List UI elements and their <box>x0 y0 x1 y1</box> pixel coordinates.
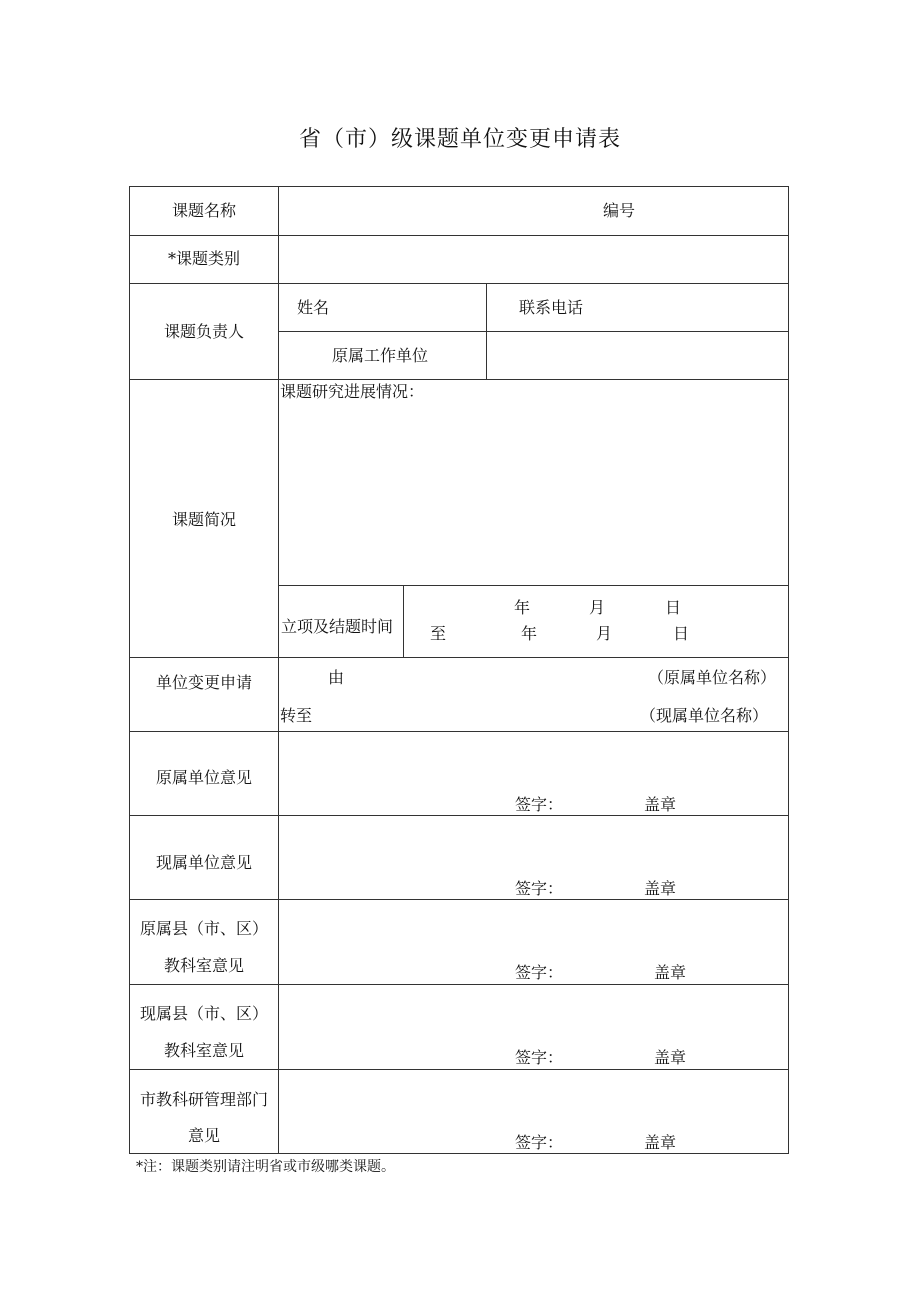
seal-label: 盖章 <box>644 795 677 814</box>
to-label: 至 <box>430 624 447 643</box>
signature-label: 签字： <box>515 795 564 814</box>
orig-unit-opinion-field[interactable] <box>279 732 788 787</box>
start-month-unit: 月 <box>589 598 606 617</box>
signature-label: 签字： <box>515 963 564 982</box>
phone-field[interactable] <box>600 284 788 331</box>
row-divider <box>130 379 788 380</box>
seal-label: 盖章 <box>654 1048 687 1067</box>
seal-label: 盖章 <box>654 963 687 982</box>
seal-label: 盖章 <box>644 879 677 898</box>
orig-unit-opinion-label: 原属单位意见 <box>155 768 252 787</box>
transfer-to-label: 转至 <box>280 706 313 725</box>
signature-label: 签字： <box>515 1133 564 1152</box>
curr-county-opinion-label-line2: 教科室意见 <box>163 1041 244 1060</box>
unit-change-label: 单位变更申请 <box>155 673 252 692</box>
city-dept-opinion-field[interactable] <box>279 1070 788 1126</box>
curr-unit-name-field[interactable] <box>320 697 640 729</box>
curr-unit-name-hint: （现属单位名称） <box>640 706 769 725</box>
overview-label: 课题简况 <box>171 510 236 529</box>
curr-unit-opinion-field[interactable] <box>279 816 788 871</box>
curr-unit-opinion-label: 现属单位意见 <box>155 853 252 872</box>
end-day-unit: 日 <box>673 624 690 643</box>
phone-label: 联系电话 <box>519 298 584 317</box>
signature-label: 签字： <box>515 1048 564 1067</box>
curr-county-opinion-label-line1: 现属县（市、区） <box>139 1004 268 1023</box>
orig-work-unit-label: 原属工作单位 <box>332 346 429 365</box>
overview-subdivider <box>278 585 788 586</box>
orig-unit-name-field[interactable] <box>360 659 640 689</box>
orig-county-opinion-field[interactable] <box>279 900 788 956</box>
topic-category-label: *课题类别 <box>167 249 240 268</box>
seal-label: 盖章 <box>644 1133 677 1152</box>
topic-category-field[interactable] <box>279 236 788 283</box>
number-label: 编号 <box>603 201 636 220</box>
start-day-unit: 日 <box>665 598 682 617</box>
from-label: 由 <box>328 668 345 687</box>
orig-unit-name-hint: （原属单位名称） <box>648 668 777 687</box>
time-col-divider <box>403 585 404 657</box>
orig-county-opinion-label-line1: 原属县（市、区） <box>139 919 268 938</box>
progress-field[interactable] <box>279 403 788 584</box>
signature-label: 签字： <box>515 879 564 898</box>
curr-county-opinion-field[interactable] <box>279 985 788 1041</box>
topic-name-field[interactable] <box>279 187 579 235</box>
leader-name-label: 姓名 <box>297 298 330 317</box>
topic-name-label: 课题名称 <box>171 201 236 220</box>
page-title: 省（市）级课题单位变更申请表 <box>298 127 621 152</box>
leader-name-field[interactable] <box>340 284 485 331</box>
number-field[interactable] <box>650 187 788 235</box>
end-year-unit: 年 <box>521 624 538 643</box>
application-form <box>129 186 789 1154</box>
orig-work-unit-field[interactable] <box>487 332 788 379</box>
city-dept-opinion-label-line2: 意见 <box>187 1126 220 1145</box>
end-month-unit: 月 <box>596 624 613 643</box>
row-divider <box>130 657 788 658</box>
city-dept-opinion-label-line1: 市教科研管理部门 <box>139 1090 268 1109</box>
project-time-label: 立项及结题时间 <box>281 617 394 636</box>
progress-label: 课题研究进展情况： <box>280 382 425 401</box>
orig-county-opinion-label-line2: 教科室意见 <box>163 956 244 975</box>
leader-label: 课题负责人 <box>163 322 244 341</box>
footnote: *注：课题类别请注明省或市级哪类课题。 <box>136 1159 395 1175</box>
start-year-unit: 年 <box>514 598 531 617</box>
